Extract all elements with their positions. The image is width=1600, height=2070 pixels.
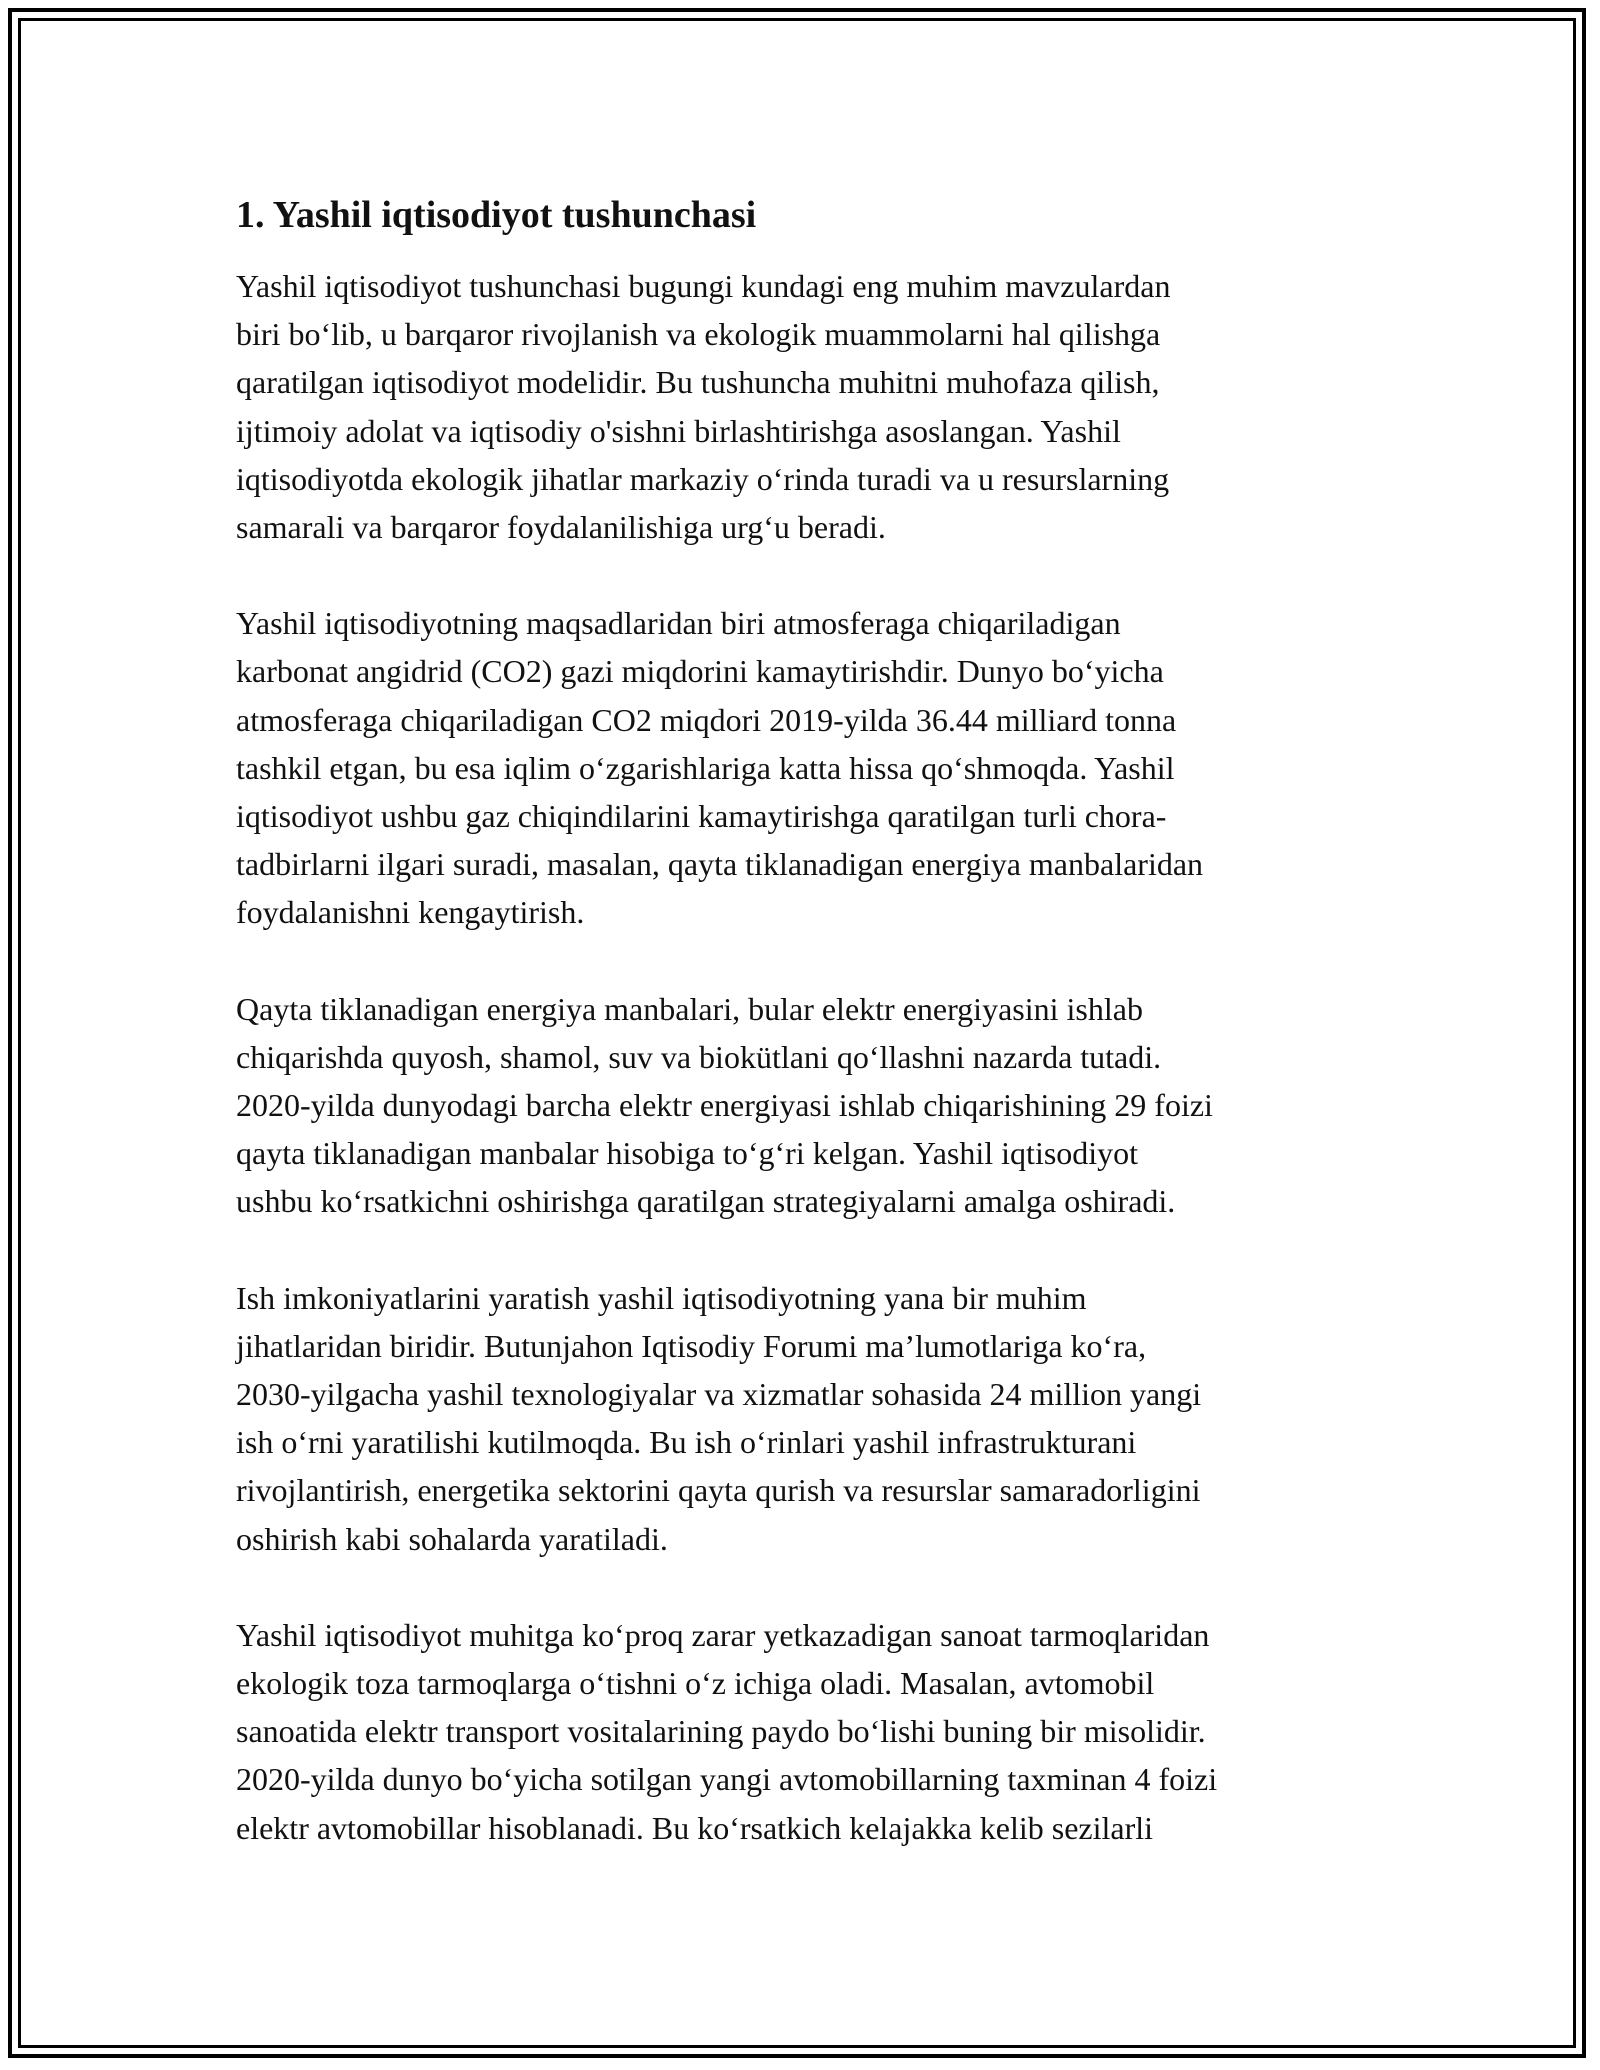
text-line: Qayta tiklanadigan energiya manbalari, bular elektr energiyasini ishlab: [236, 990, 1143, 1027]
paragraph-2: [236, 599, 1366, 936]
document-body: [236, 190, 1366, 1900]
text-line: karbonat angidrid (CO2) gazi miqdorini kamaytirishdir. Dunyo bo‘yicha: [236, 653, 1164, 690]
paragraph-3: [236, 985, 1366, 1226]
text-line: 2020-yilda dunyodagi barcha elektr energiyasi ishlab chiqarishining 29 foizi: [236, 1087, 1213, 1124]
text-line: 2020-yilda dunyo bo‘yicha sotilgan yangi avtomobillarning taxminan 4 foizi: [236, 1761, 1218, 1798]
text-line: chiqarishda quyosh, shamol, suv va biokütlani qo‘llashni nazarda tutadi.: [236, 1038, 1162, 1075]
paragraph-1: [236, 262, 1366, 551]
text-line: ish o‘rni yaratilishi kutilmoqda. Bu ish o‘rinlari yashil infrastrukturani: [236, 1424, 1137, 1461]
text-line: samarali va barqaror foydalanilishiga urg‘u beradi.: [236, 509, 886, 546]
text-line: elektr avtomobillar hisoblanadi. Bu ko‘rsatkich kelajakka kelib sezilarli: [236, 1809, 1154, 1846]
text-line: Yashil iqtisodiyotning maqsadlaridan biri atmosferaga chiqariladigan: [236, 605, 1121, 642]
text-line: tadbirlarni ilgari suradi, masalan, qayta tiklanadigan energiya manbalaridan: [236, 846, 1204, 883]
paragraph-5: [236, 1611, 1366, 1852]
text-line: iqtisodiyotda ekologik jihatlar markaziy o‘rinda turadi va u resurslarning: [236, 460, 1170, 497]
text-line: sanoatida elektr transport vositalarining paydo bo‘lishi buning bir misolidir.: [236, 1713, 1206, 1750]
text-line: iqtisodiyot ushbu gaz chiqindilarini kamaytirishga qaratilgan turli chora-: [236, 798, 1167, 835]
text-line: atmosferaga chiqariladigan CO2 miqdori 2019-yilda 36.44 milliard tonna: [236, 701, 1177, 738]
text-line: qayta tiklanadigan manbalar hisobiga to‘g‘ri kelgan. Yashil iqtisodiyot: [236, 1135, 1139, 1172]
text-line: ijtimoiy adolat va iqtisodiy o'sishni birlashtirishga asoslangan. Yashil: [236, 412, 1121, 449]
text-line: rivojlantirish, energetika sektorini qayta qurish va resurslar samaradorligini: [236, 1472, 1201, 1509]
text-line: jihatlaridan biridir. Butunjahon Iqtisodiy Forumi ma’lumotlariga ko‘ra,: [236, 1327, 1147, 1364]
section-heading: 1. Yashil iqtisodiyot tushunchasi: [236, 194, 757, 236]
text-line: tashkil etgan, bu esa iqlim o‘zgarishlariga katta hissa qo‘shmoqda. Yashil: [236, 749, 1175, 786]
text-line: 2030-yilgacha yashil texnologiyalar va xizmatlar sohasida 24 million yangi: [236, 1376, 1202, 1413]
text-line: Ish imkoniyatlarini yaratish yashil iqtisodiyotning yana bir muhim: [236, 1279, 1087, 1316]
text-line: biri bo‘lib, u barqaror rivojlanish va ekologik muammolarni hal qilishga: [236, 316, 1161, 353]
text-line: Yashil iqtisodiyot tushunchasi bugungi kundagi eng muhim mavzulardan: [236, 268, 1171, 304]
text-line: foydalanishni kengaytirish.: [236, 894, 585, 931]
text-line: oshirish kabi sohalarda yaratiladi.: [236, 1520, 668, 1557]
paragraph-4: [236, 1274, 1366, 1563]
text-line: ushbu ko‘rsatkichni oshirishga qaratilgan strategiyalarni amalga oshiradi.: [236, 1183, 1176, 1220]
text-line: qaratilgan iqtisodiyot modelidir. Bu tushuncha muhitni muhofaza qilish,: [236, 364, 1160, 401]
text-line: ekologik toza tarmoqlarga o‘tishni o‘z ichiga oladi. Masalan, avtomobil: [236, 1665, 1155, 1702]
text-line: Yashil iqtisodiyot muhitga ko‘proq zarar yetkazadigan sanoat tarmoqlaridan: [236, 1616, 1210, 1653]
